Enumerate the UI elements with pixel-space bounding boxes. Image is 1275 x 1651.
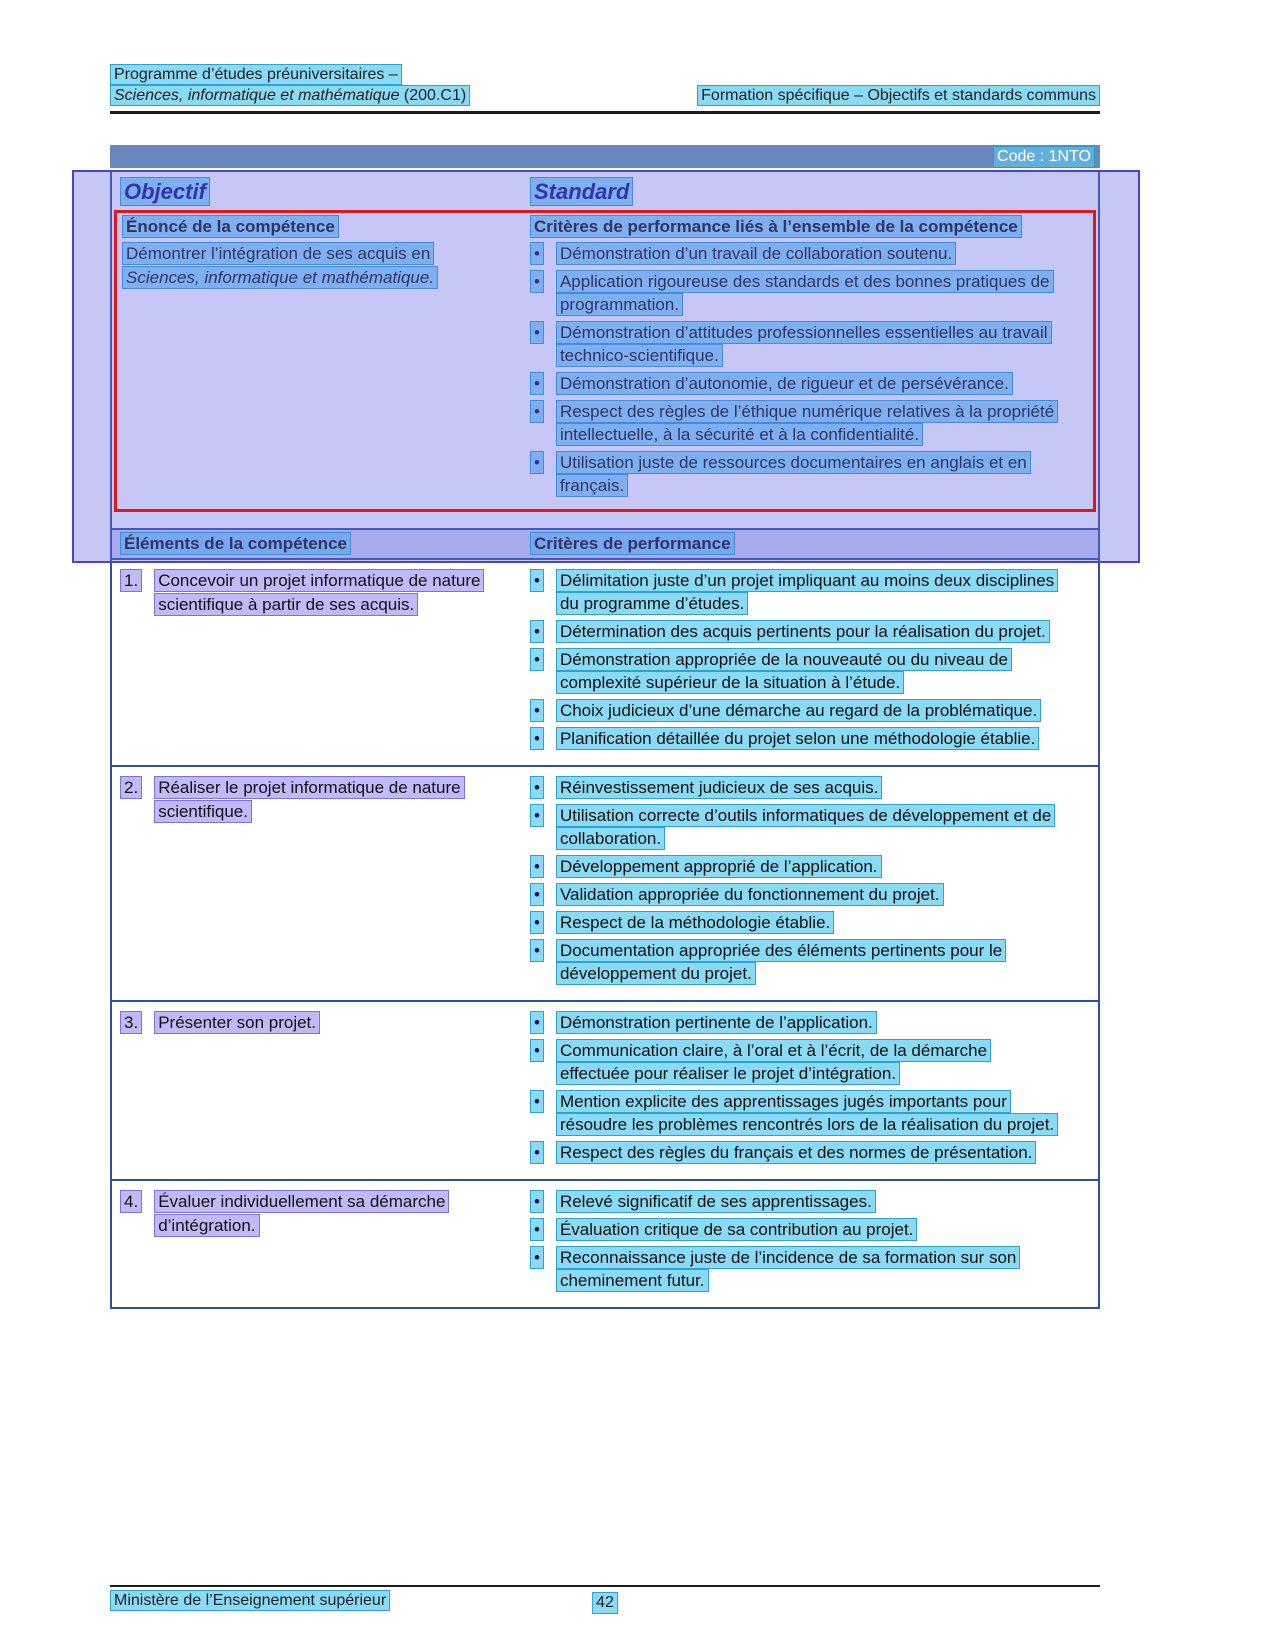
criterion-text: Détermination des acquis pertinents pour la réalisation du projet. bbox=[556, 620, 1050, 643]
criterion-text: Choix judicieux d’une démarche au regard de la problématique. bbox=[556, 699, 1041, 722]
bullet-icon bbox=[530, 1011, 544, 1034]
criterion-text: Respect des règles de l’éthique numérique relatives à la propriété intellectuelle, à la sécurité et à la confidentialité. bbox=[556, 400, 1058, 446]
element-row-3 bbox=[112, 1002, 1098, 1181]
program-title-line2 bbox=[110, 85, 470, 106]
bullet-icon bbox=[530, 270, 544, 293]
bullet-icon bbox=[530, 1090, 544, 1113]
criterion-text: Utilisation correcte d’outils informatiques de développement et de collaboration. bbox=[556, 804, 1055, 850]
criteres-ensemble-title: Critères de performance liés à l’ensemble de la compétence bbox=[522, 217, 1096, 237]
bullet-icon bbox=[530, 727, 544, 750]
criterion-item bbox=[522, 1090, 1090, 1136]
criterion-item bbox=[522, 648, 1090, 694]
bullet-icon bbox=[530, 699, 544, 722]
objectif-standard-row bbox=[112, 172, 1098, 210]
bullet-icon bbox=[530, 1218, 544, 1241]
page-footer bbox=[110, 1592, 1100, 1610]
bullet-icon bbox=[530, 1190, 544, 1213]
criterion-item bbox=[522, 1011, 1090, 1034]
criterion-item bbox=[522, 727, 1090, 750]
bullet-icon bbox=[530, 855, 544, 878]
standard-heading: Standard bbox=[522, 179, 1098, 205]
criterion-item bbox=[522, 804, 1090, 850]
bullet-icon bbox=[530, 1141, 544, 1164]
enonce-body-row bbox=[114, 242, 1096, 512]
bullet-icon bbox=[530, 911, 544, 934]
program-title-line1: Programme d’études préuniversitaires – bbox=[110, 64, 402, 85]
bullet-icon bbox=[530, 321, 544, 344]
criterion-text: Documentation appropriée des éléments pertinents pour le développement du projet. bbox=[556, 939, 1006, 985]
criterion-text: Application rigoureuse des standards et des bonnes pratiques de programmation. bbox=[556, 270, 1054, 316]
criterion-text: Mention explicite des apprentissages jugés importants pour résoudre les problèmes rencontrés lors de la réalisation du projet. bbox=[556, 1090, 1058, 1136]
element-statement bbox=[112, 1190, 522, 1297]
header-section-title: Formation spécifique – Objectifs et standards communs bbox=[697, 85, 1100, 106]
enonce-header-row bbox=[114, 210, 1096, 242]
program-title bbox=[110, 64, 470, 106]
criterion-item bbox=[522, 1246, 1090, 1292]
criterion-text: Évaluation critique de sa contribution au projet. bbox=[556, 1218, 917, 1241]
ensemble-criteria-list bbox=[522, 242, 1096, 502]
element-number: 4. bbox=[120, 1190, 142, 1214]
criterion-item bbox=[522, 400, 1088, 446]
criterion-text: Respect de la méthodologie établie. bbox=[556, 911, 834, 934]
criterion-text: Démonstration appropriée de la nouveauté ou du niveau de complexité supérieur de la situation à l’étude. bbox=[556, 648, 1012, 694]
criterion-item bbox=[522, 321, 1088, 367]
criterion-item bbox=[522, 242, 1088, 265]
criteria-list bbox=[522, 1011, 1098, 1169]
element-statement bbox=[112, 1011, 522, 1169]
page-number: 42 bbox=[592, 1592, 618, 1614]
element-statement bbox=[112, 569, 522, 755]
elements-title: Éléments de la compétence bbox=[112, 534, 522, 554]
criterion-text: Démonstration pertinente de l’application. bbox=[556, 1011, 877, 1034]
criteres-title: Critères de performance bbox=[522, 534, 1098, 554]
bullet-icon bbox=[530, 1039, 544, 1062]
bullet-icon bbox=[530, 776, 544, 799]
criterion-item bbox=[522, 451, 1088, 497]
program-code: (200.C1) bbox=[399, 87, 467, 104]
criterion-item bbox=[522, 1218, 1090, 1241]
bullet-icon bbox=[530, 451, 544, 474]
criterion-item bbox=[522, 569, 1090, 615]
criterion-text: Utilisation juste de ressources documentaires en anglais et en français. bbox=[556, 451, 1031, 497]
enonce-box bbox=[114, 210, 1096, 512]
element-text: Réaliser le projet informatique de nature scientifique. bbox=[154, 776, 506, 824]
criterion-text: Relevé significatif de ses apprentissages. bbox=[556, 1190, 876, 1213]
code-label: Code : 1NTO bbox=[993, 146, 1095, 168]
criteria-list bbox=[522, 776, 1098, 990]
criteria-list bbox=[522, 569, 1098, 755]
criterion-text: Développement approprié de l’application. bbox=[556, 855, 882, 878]
element-number: 2. bbox=[120, 776, 142, 800]
element-statement bbox=[112, 776, 522, 990]
criterion-text: Démonstration d’autonomie, de rigueur et de persévérance. bbox=[556, 372, 1013, 395]
criterion-item bbox=[522, 1190, 1090, 1213]
bullet-icon bbox=[530, 939, 544, 962]
criterion-item bbox=[522, 939, 1090, 985]
element-row-2 bbox=[112, 767, 1098, 1002]
criterion-item bbox=[522, 883, 1090, 906]
bullet-icon bbox=[530, 372, 544, 395]
footer-ministry: Ministère de l’Enseignement supérieur bbox=[110, 1590, 390, 1611]
criterion-item bbox=[522, 1039, 1090, 1085]
competency-table bbox=[110, 170, 1100, 1309]
criterion-text: Planification détaillée du projet selon une méthodologie établie. bbox=[556, 727, 1039, 750]
page-header bbox=[110, 64, 1100, 114]
elements-header-row bbox=[112, 528, 1098, 560]
criterion-text: Démonstration d’un travail de collaboration soutenu. bbox=[556, 242, 956, 265]
criterion-text: Communication claire, à l’oral et à l’écrit, de la démarche effectuée pour réaliser le projet d’intégration. bbox=[556, 1039, 991, 1085]
criterion-item bbox=[522, 699, 1090, 722]
criteria-list bbox=[522, 1190, 1098, 1297]
bullet-icon bbox=[530, 620, 544, 643]
enonce-text: Démontrer l’intégration de ses acquis en Sciences, informatique et mathématique. bbox=[114, 242, 466, 502]
criterion-text: Démonstration d’attitudes professionnelles essentielles au travail technico-scientifique. bbox=[556, 321, 1052, 367]
bullet-icon bbox=[530, 648, 544, 671]
element-text: Évaluer individuellement sa démarche d’intégration. bbox=[154, 1190, 506, 1238]
element-text: Concevoir un projet informatique de nature scientifique à partir de ses acquis. bbox=[154, 569, 506, 617]
criterion-text: Respect des règles du français et des normes de présentation. bbox=[556, 1141, 1037, 1164]
objectif-heading: Objectif bbox=[112, 179, 522, 205]
element-text: Présenter son projet. bbox=[154, 1011, 320, 1035]
criterion-item bbox=[522, 855, 1090, 878]
element-row-1 bbox=[112, 560, 1098, 767]
criterion-item bbox=[522, 776, 1090, 799]
criterion-item bbox=[522, 270, 1088, 316]
enonce-title: Énoncé de la compétence bbox=[114, 217, 522, 237]
program-name-italic: Sciences, informatique et mathématique bbox=[114, 87, 400, 104]
footer-rule bbox=[110, 1585, 1100, 1587]
element-row-4 bbox=[112, 1181, 1098, 1307]
criterion-item bbox=[522, 372, 1088, 395]
spacer bbox=[112, 512, 1098, 528]
bullet-icon bbox=[530, 804, 544, 827]
element-number: 3. bbox=[120, 1011, 142, 1035]
objective-standard-section bbox=[112, 172, 1098, 560]
criterion-item bbox=[522, 620, 1090, 643]
bullet-icon bbox=[530, 1246, 544, 1269]
criterion-item bbox=[522, 1141, 1090, 1164]
bullet-icon bbox=[530, 242, 544, 265]
criterion-text: Réinvestissement judicieux de ses acquis. bbox=[556, 776, 882, 799]
bullet-icon bbox=[530, 569, 544, 592]
criterion-text: Validation appropriée du fonctionnement du projet. bbox=[556, 883, 944, 906]
element-number: 1. bbox=[120, 569, 142, 593]
criterion-item bbox=[522, 911, 1090, 934]
bullet-icon bbox=[530, 883, 544, 906]
criterion-text: Reconnaissance juste de l’incidence de sa formation sur son cheminement futur. bbox=[556, 1246, 1020, 1292]
code-bar bbox=[110, 145, 1100, 168]
bullet-icon bbox=[530, 400, 544, 423]
criterion-text: Délimitation juste d’un projet impliquant au moins deux disciplines du programme d’études. bbox=[556, 569, 1058, 615]
